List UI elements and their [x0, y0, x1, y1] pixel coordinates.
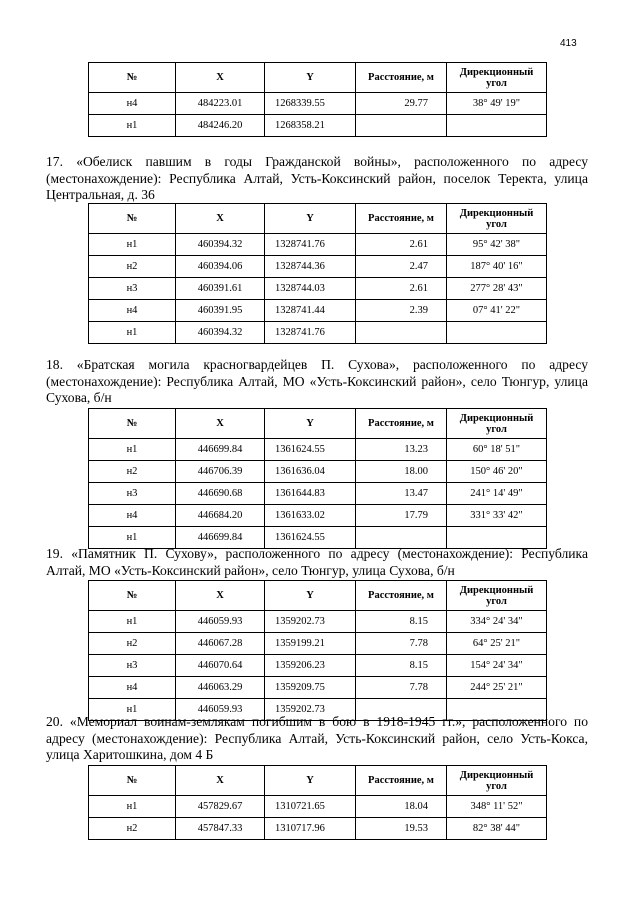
- header-angle: Дирекционный угол: [447, 766, 547, 796]
- cell-distance: [356, 322, 447, 344]
- cell-x: 446690.68: [176, 483, 265, 505]
- coordinates-table-19: [88, 580, 547, 721]
- header-distance: Расстояние, м: [356, 409, 447, 439]
- cell-y: 1359202.73: [265, 611, 356, 633]
- cell-angle: 60° 18' 51": [447, 439, 547, 461]
- header-number: №: [89, 204, 176, 234]
- cell-x: 446063.29: [176, 677, 265, 699]
- cell-angle: 82° 38' 44": [447, 818, 547, 840]
- table-row: [89, 93, 547, 115]
- cell-point: н2: [89, 818, 176, 840]
- cell-y: 1328741.76: [265, 234, 356, 256]
- cell-y: 1310717.96: [265, 818, 356, 840]
- table-header-row: [89, 581, 547, 611]
- cell-x: 484223.01: [176, 93, 265, 115]
- cell-x: 446059.93: [176, 699, 265, 721]
- cell-x: 446070.64: [176, 655, 265, 677]
- cell-x: 484246.20: [176, 115, 265, 137]
- coordinates-table-17: [88, 203, 547, 344]
- cell-y: 1268358.21: [265, 115, 356, 137]
- header-number: №: [89, 409, 176, 439]
- cell-x: 446059.93: [176, 611, 265, 633]
- cell-point: н4: [89, 93, 176, 115]
- cell-angle: 150° 46' 20": [447, 461, 547, 483]
- cell-x: 460394.32: [176, 234, 265, 256]
- table-header-row: [89, 409, 547, 439]
- table-row: [89, 439, 547, 461]
- cell-point: н1: [89, 234, 176, 256]
- item-19-description: 19. «Памятник П. Сухову», расположенного по адресу (местонахождение): Республика Алтай, МО «Усть-Коксинский район», село Тюнгур, улица Сухова, б/н: [46, 546, 588, 578]
- cell-distance: 13.47: [356, 483, 447, 505]
- cell-angle: 38° 49' 19": [447, 93, 547, 115]
- coordinates-table-16: [88, 62, 547, 137]
- table-row: [89, 322, 547, 344]
- cell-y: 1359206.23: [265, 655, 356, 677]
- cell-angle: 07° 41' 22": [447, 300, 547, 322]
- coordinates-table-18: [88, 408, 547, 549]
- table-row: [89, 633, 547, 655]
- cell-x: 460394.06: [176, 256, 265, 278]
- header-number: №: [89, 63, 176, 93]
- item-17-description: 17. «Обелиск павшим в годы Гражданской войны», расположенного по адресу (местонахождение): Республика Алтай, Усть-Коксинский район, поселок Теректа, улица Центральная, д. 36: [46, 154, 588, 203]
- header-x: X: [176, 766, 265, 796]
- header-y: Y: [265, 204, 356, 234]
- header-x: X: [176, 204, 265, 234]
- cell-angle: [447, 322, 547, 344]
- cell-y: 1359209.75: [265, 677, 356, 699]
- cell-y: 1361636.04: [265, 461, 356, 483]
- cell-y: 1359202.73: [265, 699, 356, 721]
- cell-point: н1: [89, 796, 176, 818]
- cell-point: н3: [89, 483, 176, 505]
- cell-x: 446699.84: [176, 527, 265, 549]
- page-number: 413: [560, 38, 577, 49]
- header-x: X: [176, 409, 265, 439]
- table-row: [89, 300, 547, 322]
- cell-y: 1328744.03: [265, 278, 356, 300]
- cell-distance: 18.00: [356, 461, 447, 483]
- header-angle: Дирекционный угол: [447, 581, 547, 611]
- cell-x: 460391.61: [176, 278, 265, 300]
- header-angle: Дирекционный угол: [447, 63, 547, 93]
- cell-distance: 2.39: [356, 300, 447, 322]
- table-row: [89, 677, 547, 699]
- header-distance: Расстояние, м: [356, 63, 447, 93]
- cell-point: н4: [89, 300, 176, 322]
- table-header-row: [89, 766, 547, 796]
- cell-point: н1: [89, 527, 176, 549]
- cell-distance: 29.77: [356, 93, 447, 115]
- header-distance: Расстояние, м: [356, 204, 447, 234]
- cell-x: 460394.32: [176, 322, 265, 344]
- cell-point: н1: [89, 611, 176, 633]
- cell-distance: 19.53: [356, 818, 447, 840]
- cell-angle: [447, 115, 547, 137]
- cell-x: 457847.33: [176, 818, 265, 840]
- table-row: [89, 461, 547, 483]
- table-row: [89, 818, 547, 840]
- cell-angle: 64° 25' 21": [447, 633, 547, 655]
- cell-y: 1361624.55: [265, 439, 356, 461]
- table-row: [89, 278, 547, 300]
- header-angle: Дирекционный угол: [447, 409, 547, 439]
- cell-angle: 187° 40' 16": [447, 256, 547, 278]
- cell-distance: [356, 115, 447, 137]
- cell-distance: 13.23: [356, 439, 447, 461]
- cell-point: н1: [89, 699, 176, 721]
- table-row: [89, 796, 547, 818]
- item-20-description: 20. «Мемориал воинам-землякам погибшим в бою в 1918-1945 гг.», расположенного по адресу (местонахождение): Республика Алтай, Усть-Коксинский район, село Усть-Кокса, улица Харитошкина, дом 4 Б: [46, 714, 588, 763]
- table-row: [89, 256, 547, 278]
- cell-distance: 2.47: [356, 256, 447, 278]
- header-angle: Дирекционный угол: [447, 204, 547, 234]
- cell-angle: 348° 11' 52": [447, 796, 547, 818]
- cell-distance: 2.61: [356, 278, 447, 300]
- cell-distance: 7.78: [356, 633, 447, 655]
- header-y: Y: [265, 409, 356, 439]
- table-row: [89, 611, 547, 633]
- cell-y: 1328744.36: [265, 256, 356, 278]
- coordinates-table-20: [88, 765, 547, 840]
- cell-point: н2: [89, 461, 176, 483]
- cell-x: 460391.95: [176, 300, 265, 322]
- cell-x: 457829.67: [176, 796, 265, 818]
- cell-y: 1361624.55: [265, 527, 356, 549]
- cell-distance: 18.04: [356, 796, 447, 818]
- header-distance: Расстояние, м: [356, 766, 447, 796]
- cell-point: н1: [89, 115, 176, 137]
- cell-distance: 7.78: [356, 677, 447, 699]
- cell-angle: 154° 24' 34": [447, 655, 547, 677]
- cell-x: 446684.20: [176, 505, 265, 527]
- cell-angle: 241° 14' 49": [447, 483, 547, 505]
- cell-point: н4: [89, 505, 176, 527]
- cell-y: 1268339.55: [265, 93, 356, 115]
- cell-x: 446067.28: [176, 633, 265, 655]
- cell-y: 1361644.83: [265, 483, 356, 505]
- header-number: №: [89, 581, 176, 611]
- table-row: [89, 234, 547, 256]
- header-y: Y: [265, 766, 356, 796]
- cell-point: н2: [89, 256, 176, 278]
- cell-angle: 331° 33' 42": [447, 505, 547, 527]
- header-y: Y: [265, 581, 356, 611]
- cell-x: 446699.84: [176, 439, 265, 461]
- table-header-row: [89, 63, 547, 93]
- cell-point: н1: [89, 322, 176, 344]
- cell-distance: 8.15: [356, 611, 447, 633]
- table-header-row: [89, 204, 547, 234]
- cell-y: 1359199.21: [265, 633, 356, 655]
- header-x: X: [176, 63, 265, 93]
- header-y: Y: [265, 63, 356, 93]
- cell-y: 1361633.02: [265, 505, 356, 527]
- cell-angle: 277° 28' 43": [447, 278, 547, 300]
- cell-angle: 95° 42' 38": [447, 234, 547, 256]
- cell-point: н2: [89, 633, 176, 655]
- cell-point: н3: [89, 278, 176, 300]
- cell-y: 1310721.65: [265, 796, 356, 818]
- cell-distance: 2.61: [356, 234, 447, 256]
- header-distance: Расстояние, м: [356, 581, 447, 611]
- table-row: [89, 505, 547, 527]
- cell-point: н4: [89, 677, 176, 699]
- cell-point: н1: [89, 439, 176, 461]
- header-x: X: [176, 581, 265, 611]
- table-row: [89, 655, 547, 677]
- cell-angle: 334° 24' 34": [447, 611, 547, 633]
- header-number: №: [89, 766, 176, 796]
- table-row: [89, 483, 547, 505]
- cell-distance: 17.79: [356, 505, 447, 527]
- item-18-description: 18. «Братская могила красногвардейцев П. Сухова», расположенного по адресу (местонахождение): Республика Алтай, МО «Усть-Коксинский район», село Тюнгур, улица Сухова, б/н: [46, 357, 588, 406]
- cell-angle: 244° 25' 21": [447, 677, 547, 699]
- table-row: [89, 115, 547, 137]
- cell-y: 1328741.44: [265, 300, 356, 322]
- cell-x: 446706.39: [176, 461, 265, 483]
- cell-distance: 8.15: [356, 655, 447, 677]
- cell-y: 1328741.76: [265, 322, 356, 344]
- cell-point: н3: [89, 655, 176, 677]
